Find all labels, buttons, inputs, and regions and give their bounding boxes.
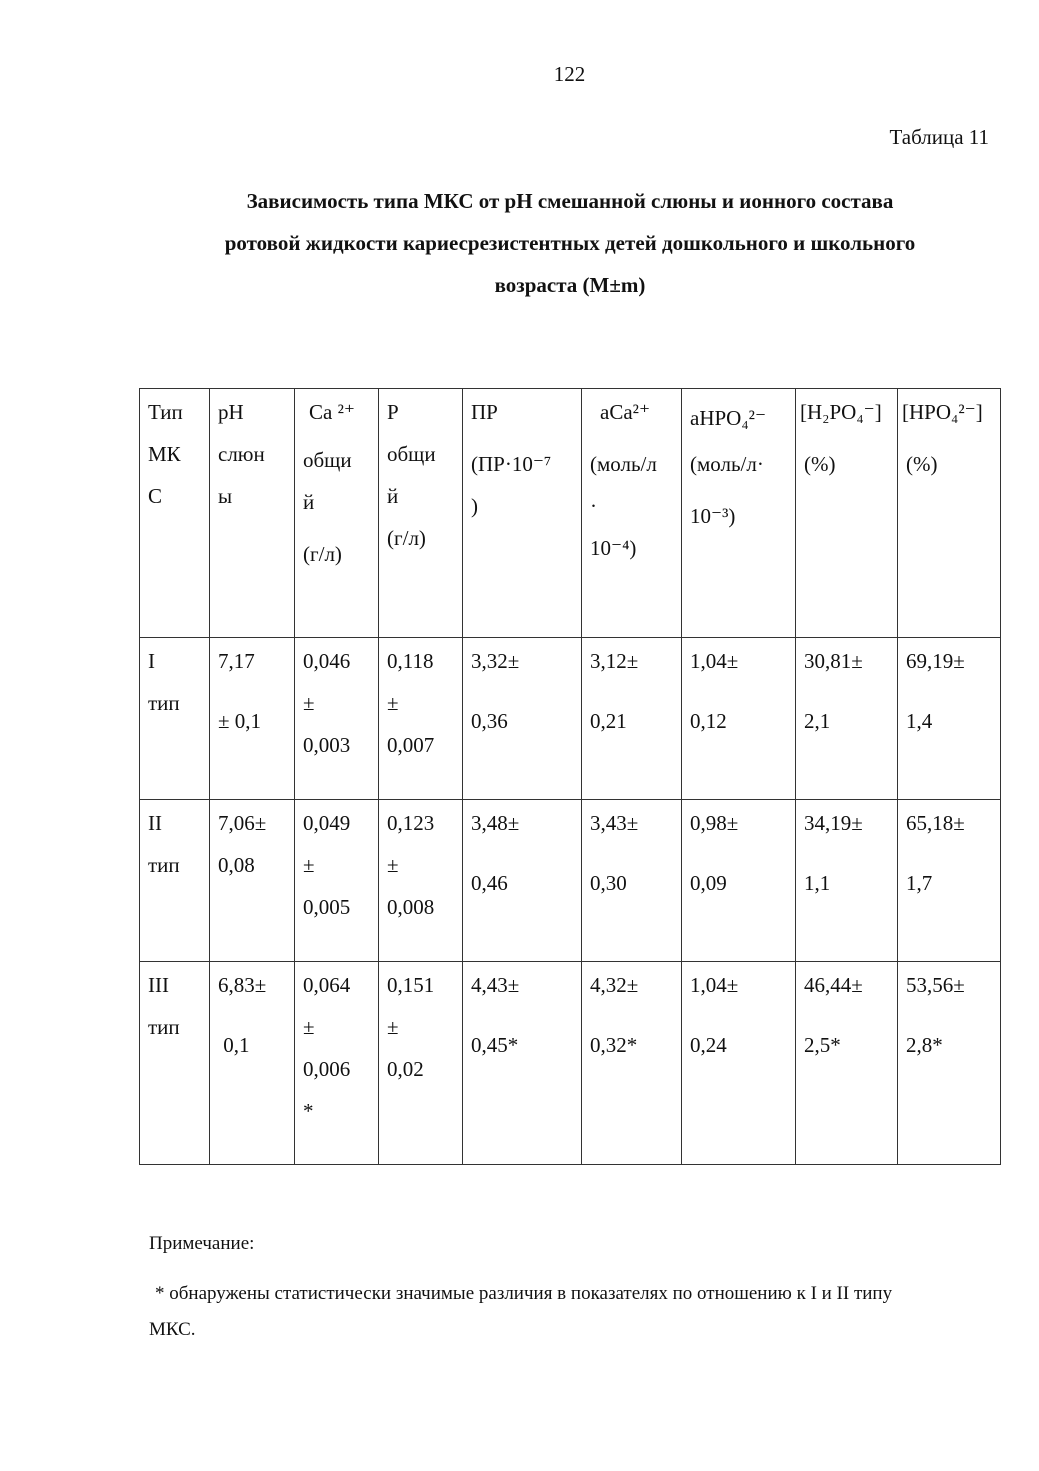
cell-type: II тип (140, 800, 210, 962)
cell-type: I тип (140, 638, 210, 800)
header-cell-pr: ПР (ПР·10⁻⁷ ) (463, 389, 582, 638)
header-row (140, 389, 1001, 638)
table-row (140, 962, 1001, 1165)
cell-h2po4: 34,19± 1,1 (796, 800, 898, 962)
cell-ca: 0,046 ± 0,003 (295, 638, 379, 800)
cell-ahpo4: 0,98± 0,09 (682, 800, 796, 962)
cell-ph: 7,17 ± 0,1 (210, 638, 295, 800)
header-cell-type: Тип МК С (140, 389, 210, 638)
cell-ca: 0,064 ± 0,006 * (295, 962, 379, 1165)
cell-ahpo4: 1,04± 0,24 (682, 962, 796, 1165)
table-label: Таблица 11 (889, 125, 989, 149)
header-cell-p: P общи й (г/л) (379, 389, 463, 638)
header-cell-ahpo4: aHPO₄²⁻ (моль/л· 10⁻³) (682, 389, 796, 638)
table-title (150, 180, 990, 306)
cell-p: 0,151 ± 0,02 (379, 962, 463, 1165)
header-cell-ca: Ca ²⁺ общи й (г/л) (295, 389, 379, 638)
page-number: 122 (553, 62, 586, 86)
cell-pr: 4,43± 0,45* (463, 962, 582, 1165)
cell-aca: 3,43± 0,30 (582, 800, 682, 962)
cell-hpo4: 69,19± 1,4 (898, 638, 1001, 800)
cell-h2po4: 30,81± 2,1 (796, 638, 898, 800)
cell-aca: 3,12± 0,21 (582, 638, 682, 800)
title-line: возраста (M±m) (494, 273, 646, 297)
cell-ahpo4: 1,04± 0,12 (682, 638, 796, 800)
header-cell-ph: pH слюн ы (210, 389, 295, 638)
notes-text-continued: МКС. (149, 1319, 196, 1340)
cell-ca: 0,049 ± 0,005 (295, 800, 379, 962)
cell-type: III тип (140, 962, 210, 1165)
notes-title: Примечание: (149, 1233, 255, 1254)
title-line: ротовой жидкости кариесрезистентных детей дошкольного и школьного (224, 231, 916, 255)
table-row (140, 638, 1001, 800)
notes-section (149, 1226, 989, 1348)
notes-text: * обнаружены статистически значимые различия в показателях по отношению к I и II типу (155, 1283, 893, 1304)
title-line: Зависимость типа МКС от pH смешанной слюны и ионного состава (246, 189, 894, 213)
header-cell-h2po4: [H₂PO₄⁻] (%) (796, 389, 898, 638)
cell-p: 0,118 ± 0,007 (379, 638, 463, 800)
cell-ph: 7,06± 0,08 (210, 800, 295, 962)
cell-pr: 3,48± 0,46 (463, 800, 582, 962)
cell-p: 0,123 ± 0,008 (379, 800, 463, 962)
cell-ph: 6,83± 0,1 (210, 962, 295, 1165)
cell-pr: 3,32± 0,36 (463, 638, 582, 800)
header-cell-hpo4: [HPO₄²⁻] (%) (898, 389, 1001, 638)
cell-hpo4: 65,18± 1,7 (898, 800, 1001, 962)
cell-aca: 4,32± 0,32* (582, 962, 682, 1165)
cell-hpo4: 53,56± 2,8* (898, 962, 1001, 1165)
data-table (139, 388, 1001, 1165)
cell-h2po4: 46,44± 2,5* (796, 962, 898, 1165)
table-row (140, 800, 1001, 962)
header-cell-aca: aCa²⁺ (моль/л · 10⁻⁴) (582, 389, 682, 638)
